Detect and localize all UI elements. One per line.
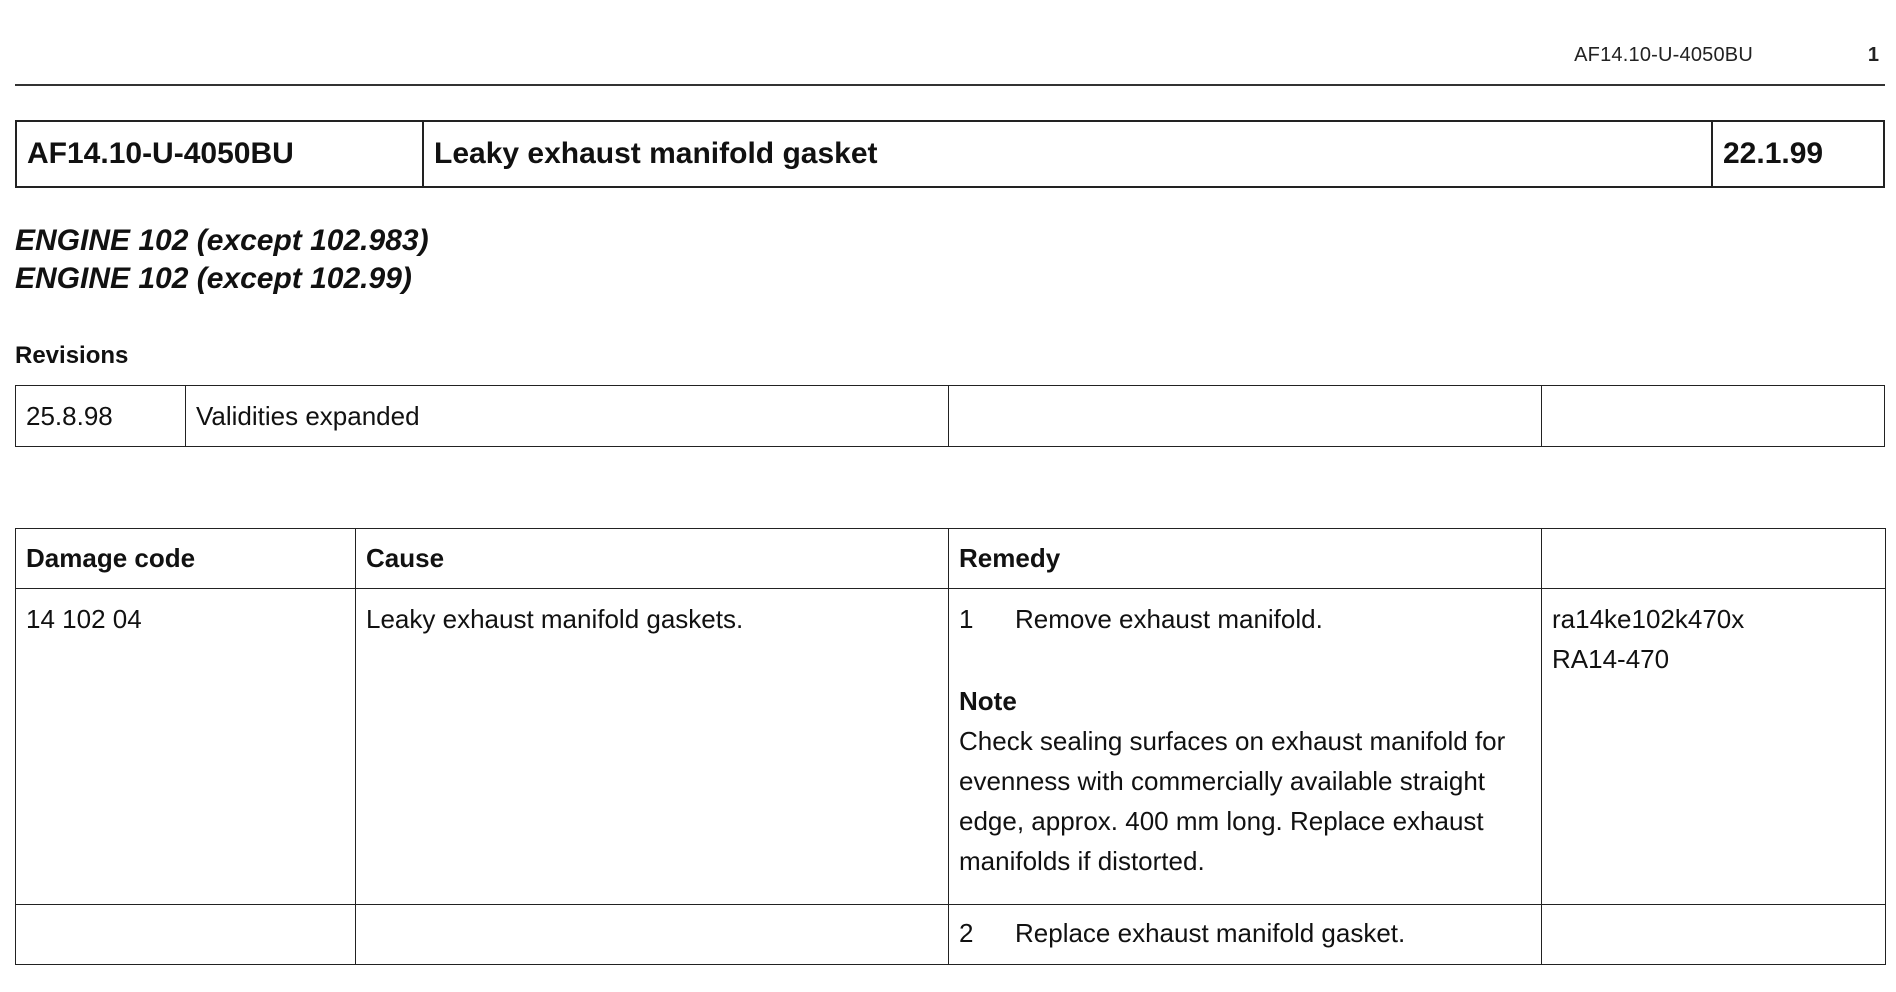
cause-cell: Leaky exhaust manifold gaskets. (356, 589, 949, 905)
revision-empty-cell (949, 386, 1542, 446)
revision-date: 25.8.98 (16, 386, 186, 446)
header-reference (1542, 529, 1886, 589)
note-title: Note (959, 686, 1017, 716)
step-text: Remove exhaust manifold. (1015, 604, 1323, 634)
reference-link[interactable]: RA14-470 (1552, 644, 1670, 674)
header-remedy: Remedy (949, 529, 1542, 589)
step-number: 1 (959, 604, 974, 634)
header-cause: Cause (356, 529, 949, 589)
remedy-cell (949, 589, 1542, 905)
title-doc-id: AF14.10-U-4050BU (17, 122, 424, 186)
reference-link[interactable]: ra14ke102k470x (1552, 604, 1745, 634)
revisions-heading: Revisions (15, 342, 129, 369)
remedy-step (959, 913, 1531, 953)
page-number: 1 (1867, 44, 1879, 66)
step-text: Replace exhaust manifold gasket. (1015, 918, 1406, 948)
revision-empty-cell (1542, 386, 1884, 446)
cause-cell (356, 905, 949, 965)
damage-code-cell (16, 905, 356, 965)
revision-text: Validities expanded (186, 386, 949, 446)
page-header (15, 36, 1885, 86)
header-doc-id: AF14.10-U-4050BU (1574, 44, 1753, 66)
note-text: Check sealing surfaces on exhaust manifold for evenness with commercially available straight edge, approx. 400 mm long. Replace exhaust manifolds if distorted. (959, 726, 1506, 876)
header-damage-code: Damage code (16, 529, 356, 589)
engine-line: ENGINE 102 (except 102.983) (15, 224, 429, 257)
revisions-table (15, 385, 1885, 447)
step-number: 2 (959, 918, 974, 948)
document-title: Leaky exhaust manifold gasket (424, 122, 1713, 186)
table-header-row (16, 529, 1886, 589)
remedy-cell (949, 905, 1542, 965)
remedy-step (959, 599, 1531, 639)
title-date: 22.1.99 (1723, 137, 1824, 170)
table-row (16, 589, 1886, 905)
note-block (959, 681, 1531, 881)
engine-line: ENGINE 102 (except 102.99) (15, 262, 412, 295)
reference-cell (1542, 589, 1886, 905)
reference-cell (1542, 905, 1886, 965)
table-row (16, 905, 1886, 965)
engine-validities (15, 222, 429, 298)
title-table (15, 120, 1885, 188)
damage-code-cell: 14 102 04 (16, 589, 356, 905)
damage-table (15, 528, 1886, 965)
